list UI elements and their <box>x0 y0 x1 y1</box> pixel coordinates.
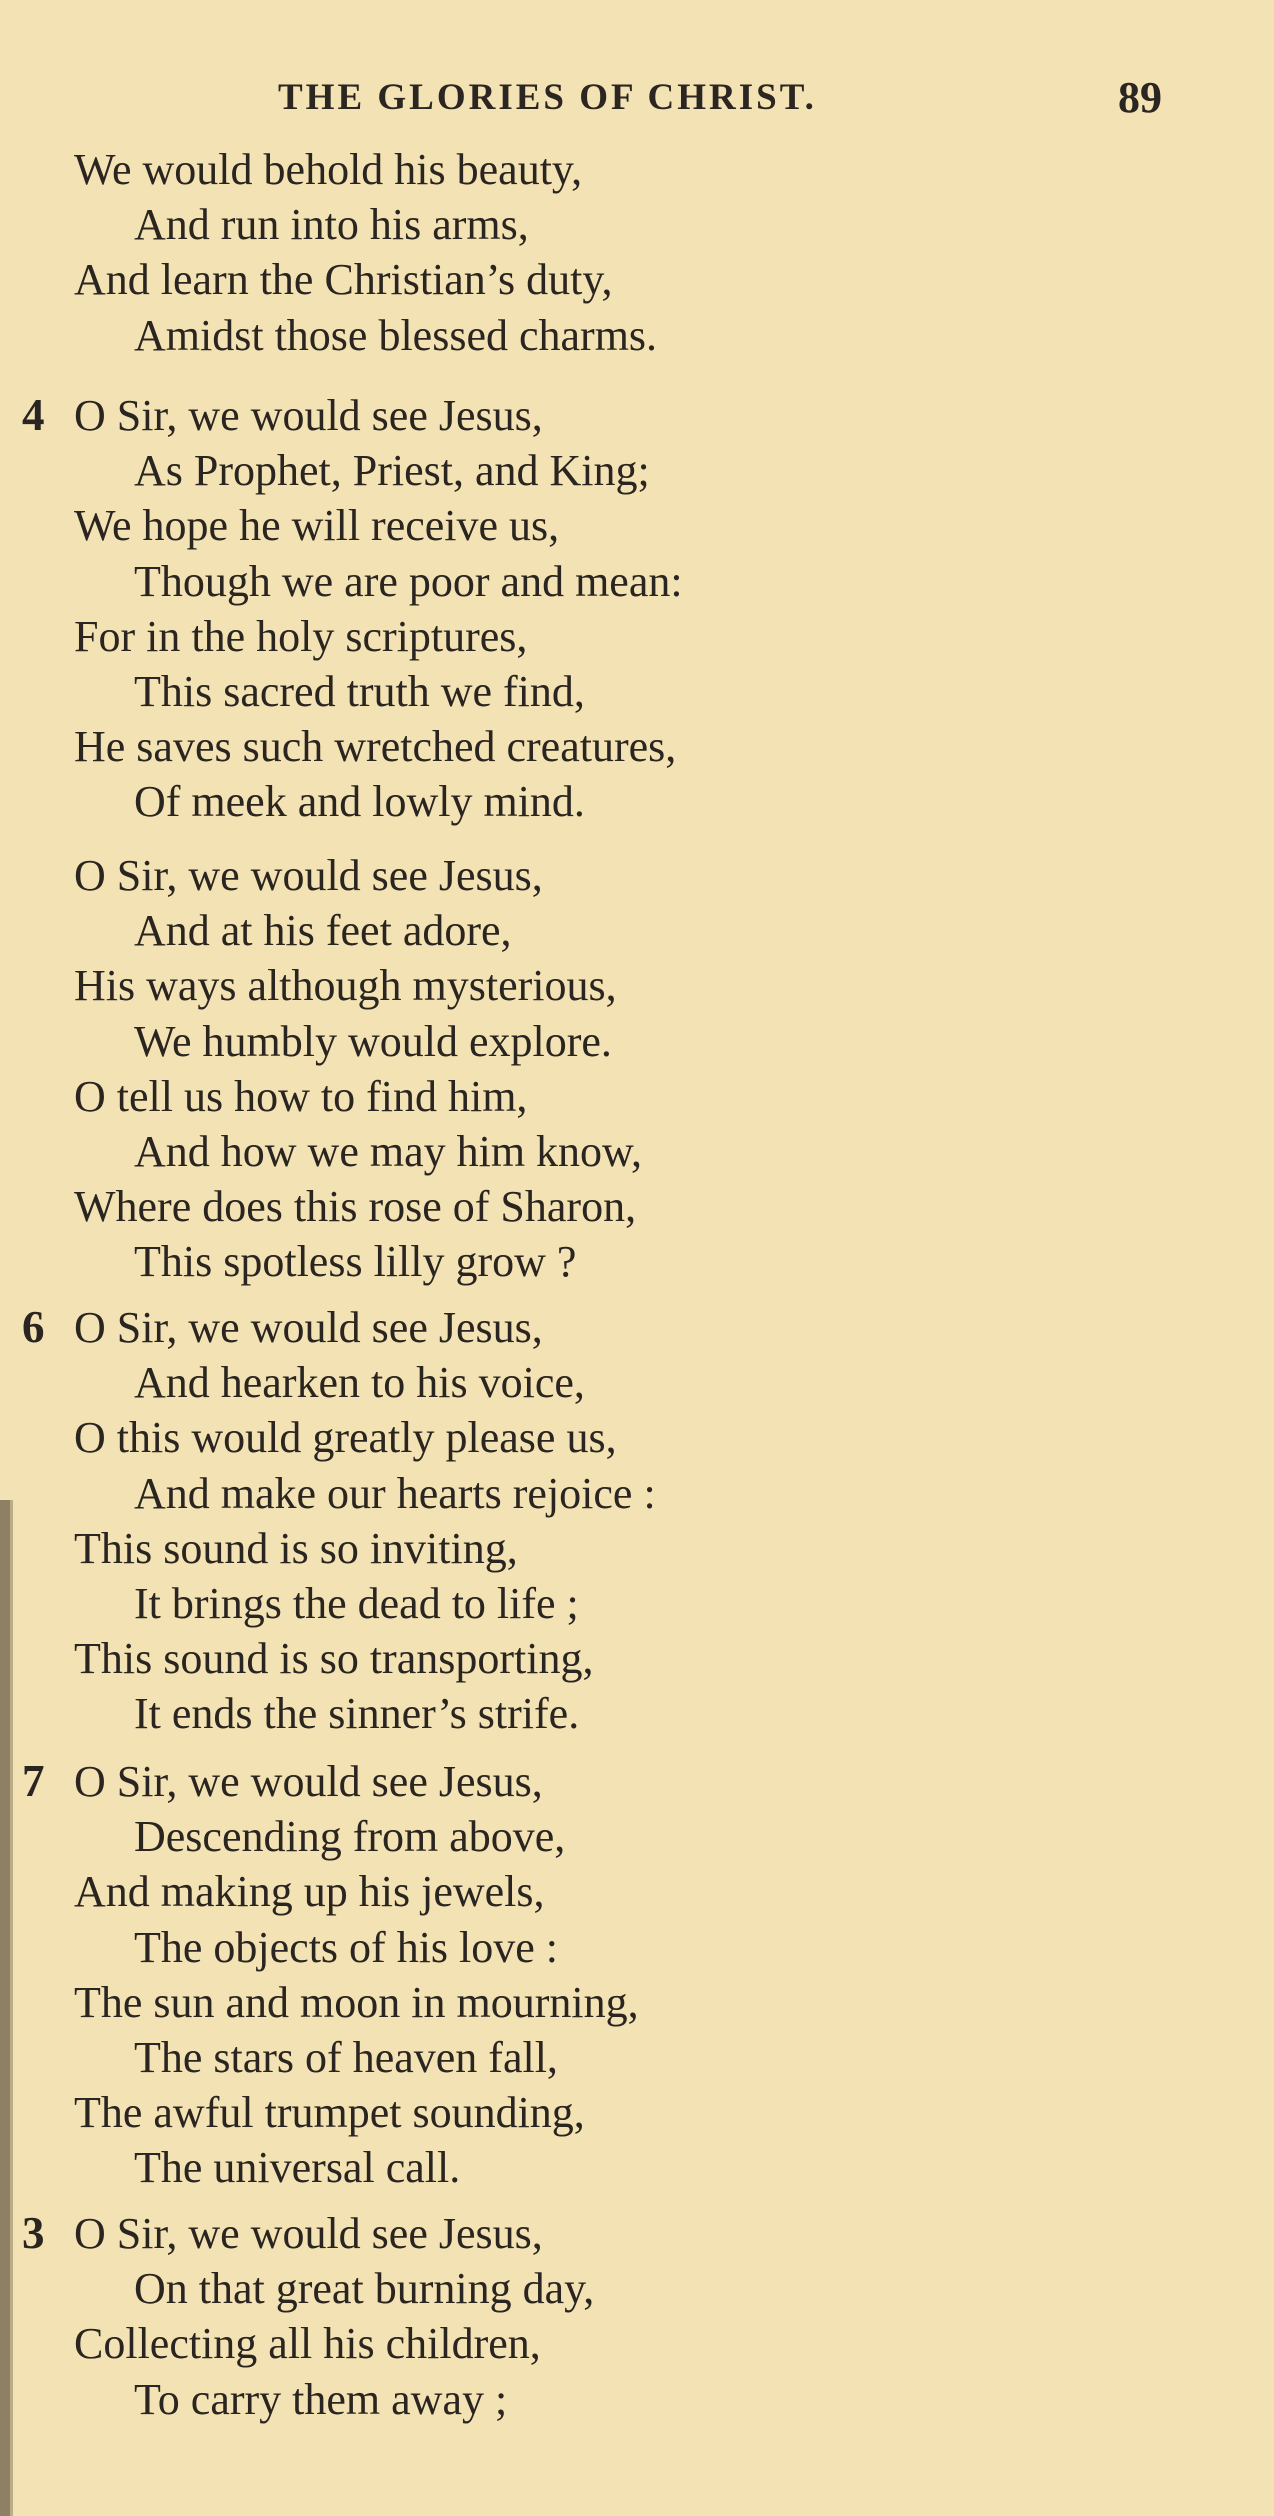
verse-line: Of meek and lowly mind. <box>134 777 585 827</box>
verse-line: O Sir, we would see Jesus, <box>74 1757 543 1806</box>
stanza-6 <box>0 1300 1274 1742</box>
verse-line: The awful trumpet sounding, <box>74 2088 585 2138</box>
verse-line: The stars of heaven fall, <box>134 2032 558 2082</box>
page-header <box>0 66 1274 126</box>
verse-line: Amidst those blessed charms. <box>134 310 658 360</box>
stanza-4 <box>0 388 1274 830</box>
stanza-8 <box>0 2206 1274 2427</box>
verse-line: On that great burning day, <box>134 2264 595 2314</box>
verse-line: O Sir, we would see Jesus, <box>74 851 543 900</box>
verse-line: And make our hearts rejoice : <box>134 1468 656 1518</box>
verse-line: To carry them away ; <box>134 2374 508 2424</box>
verse-line: This sound is so transporting, <box>74 1634 594 1684</box>
stanza-number: 6 <box>22 1302 45 1352</box>
verse-line: And hearken to his voice, <box>134 1358 585 1408</box>
verse-line: We would behold his beauty, <box>74 145 583 194</box>
verse-line: And learn the Christian’s duty, <box>74 255 613 305</box>
verse-line: And run into his arms, <box>134 200 529 250</box>
verse-line: O this would greatly please us, <box>74 1413 617 1463</box>
verse-line: This spotless lilly grow ? <box>134 1237 577 1287</box>
verse-line: And making up his jewels, <box>74 1867 545 1917</box>
verse-line: He saves such wretched creatures, <box>74 722 677 772</box>
verse-line: For in the holy scriptures, <box>74 611 528 661</box>
verse-line: His ways although mysterious, <box>74 961 617 1011</box>
stanza-7 <box>0 1754 1274 2196</box>
verse-line: O tell us how to find him, <box>74 1071 528 1121</box>
stanza-number: 3 <box>22 2208 45 2258</box>
verse-line: O Sir, we would see Jesus, <box>74 2209 543 2258</box>
verse-line: We humbly would explore. <box>134 1016 612 1066</box>
verse-line: Where does this rose of Sharon, <box>74 1182 637 1232</box>
verse-line: O Sir, we would see Jesus, <box>74 1303 543 1352</box>
verse-line: O Sir, we would see Jesus, <box>74 391 543 440</box>
page-number: 89 <box>1118 73 1162 122</box>
page-binding-shadow <box>0 1500 10 2516</box>
verse-line: The sun and moon in mourning, <box>74 1977 639 2027</box>
running-title: THE GLORIES OF CHRIST. <box>278 77 817 118</box>
verse-line: It brings the dead to life ; <box>134 1578 579 1628</box>
stanza-continuation <box>0 142 1274 363</box>
stanza-number: 4 <box>22 390 45 440</box>
verse-line: The universal call. <box>134 2143 461 2193</box>
verse-line: This sacred truth we find, <box>134 666 585 716</box>
stanza-5 <box>0 848 1274 1290</box>
verse-line: The objects of his love : <box>134 1922 559 1972</box>
stanza-number: 7 <box>22 1756 45 1806</box>
verse-line: Descending from above, <box>134 1812 566 1862</box>
verse-line: It ends the sinner’s strife. <box>134 1689 580 1739</box>
verse-line: We hope he will receive us, <box>74 501 560 551</box>
page-binding-edge <box>10 1500 13 2516</box>
verse-line: Collecting all his children, <box>74 2319 541 2369</box>
verse-line: And at his feet adore, <box>134 906 512 956</box>
verse-line: As Prophet, Priest, and King; <box>134 446 650 496</box>
verse-line: Though we are poor and mean: <box>134 556 683 606</box>
verse-line: This sound is so inviting, <box>74 1523 518 1573</box>
verse-line: And how we may him know, <box>134 1126 642 1176</box>
